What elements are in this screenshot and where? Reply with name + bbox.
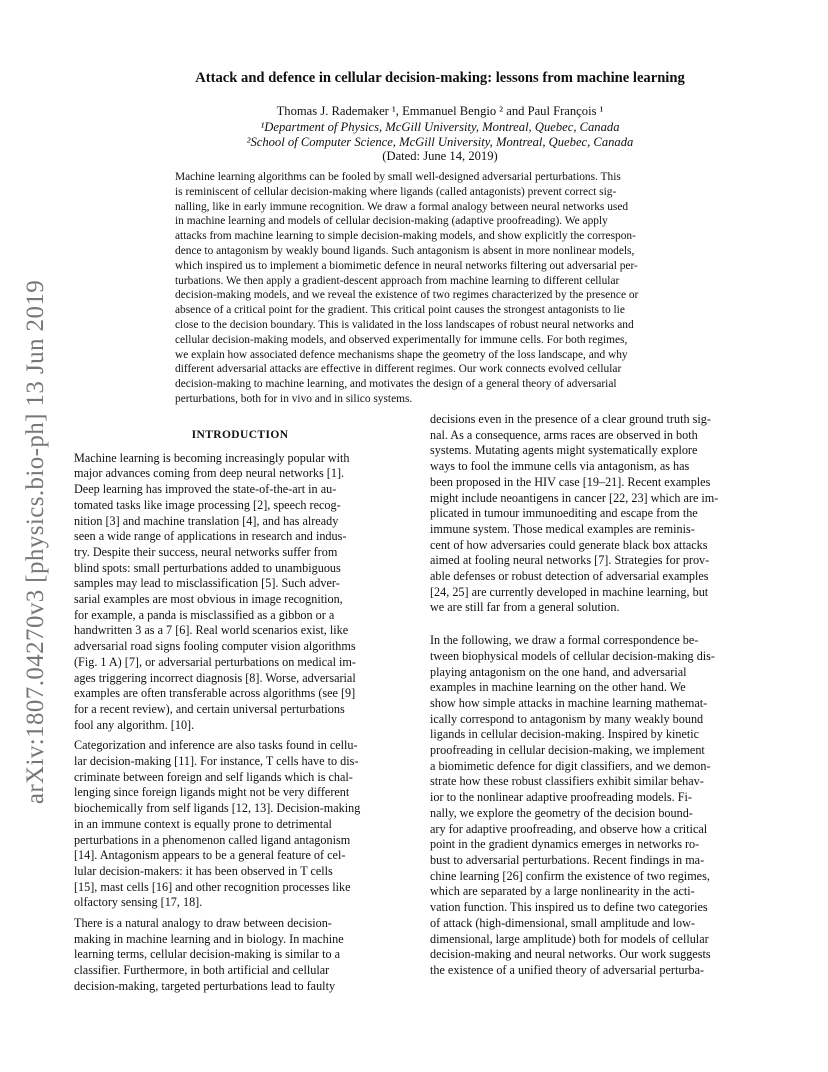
paragraph: [74, 451, 406, 734]
abstract-line: cellular decision-making models, and observed experimentally for immune cells. For both regimes,: [175, 333, 628, 346]
text-line: major advances coming from deep neural networks [1].: [74, 466, 345, 481]
text-line: strate how these robust classifiers exhibit similar behav-: [430, 774, 704, 789]
text-line: [15], mast cells [16] and other recognition processes like: [74, 879, 351, 894]
text-line: systems. Mutating agents might systematically explore: [430, 443, 698, 458]
text-line: perturbations in a phenomenon called ligand antagonism: [74, 832, 351, 847]
abstract-line: we explain how associated defence mechanisms shape the geometry of the loss landscape, and why: [175, 348, 628, 361]
text-line: lenging since foreign ligands might not be very different: [74, 785, 350, 800]
text-line: a biomimetic defence for digit classifiers, and we demon-: [430, 758, 711, 773]
text-line: in an immune context is equally prone to detrimental: [74, 816, 332, 831]
arxiv-sidebar-stamp: [14, 262, 58, 822]
text-line: decision-making, targeted perturbations lead to faulty: [74, 978, 336, 993]
text-line: lular decision-makers: it has been observed in T cells: [74, 863, 333, 878]
affiliation-1: ¹Department of Physics, McGill University, Montreal, Quebec, Canada: [260, 120, 620, 134]
text-line: try. Despite their success, neural networks suffer from: [74, 544, 338, 559]
text-line: decision-making and neural networks. Our work suggests: [430, 947, 711, 962]
right-column: [430, 412, 762, 979]
text-line: classifier. Furthermore, in both artificial and cellular: [74, 963, 330, 978]
text-line: proofreading in cellular decision-making, we implement: [430, 743, 705, 758]
abstract-line: which inspired us to implement a biomimetic defence in neural networks filtering out adversarial per-: [175, 259, 638, 272]
text-line: nal. As a consequence, arms races are observed in both: [430, 427, 698, 442]
section-heading-introduction: INTRODUCTION: [191, 429, 289, 441]
text-line: decisions even in the presence of a clear ground truth sig-: [430, 412, 711, 426]
text-line: vation function. This inspired us to define two categories: [430, 900, 708, 915]
text-line: samples may lead to misclassification [5]. Such adver-: [74, 576, 340, 591]
text-line: ically correspond to antagonism by many weakly bound: [430, 711, 704, 726]
text-line: criminate between foreign and self ligands which is chal-: [74, 769, 353, 784]
paragraph: [430, 412, 762, 616]
text-line: tween biophysical models of cellular decision-making dis-: [430, 648, 715, 663]
text-line: immune system. Those medical examples are reminis-: [430, 521, 695, 536]
text-line: biochemically from self ligands [12, 13]. Decision-making: [74, 801, 361, 816]
abstract: [175, 170, 687, 407]
text-line: nally, we explore the geometry of the decision bound-: [430, 805, 693, 820]
text-line: able defenses or robust detection of adversarial examples: [430, 569, 709, 584]
text-line: [24, 25] are currently developed in machine learning, but: [430, 584, 709, 599]
text-line: fool any algorithm. [10].: [74, 717, 195, 732]
abstract-line: decision-making to machine learning, and motivates the design of a general theory of adversarial: [175, 378, 617, 391]
abstract-line: absence of a critical point for the gradient. This critical point causes the strongest antagonists to lie: [175, 304, 625, 317]
abstract-line: turbations. We then apply a gradient-descent approach from machine learning to different cellular: [175, 274, 620, 287]
left-column: [74, 428, 406, 995]
text-line: learning terms, cellular decision-making is similar to a: [74, 947, 341, 962]
text-line: chine learning [26] confirm the existence of two regimes,: [430, 868, 710, 883]
abstract-line: close to the decision boundary. This is validated in the loss landscapes of robust neural networks and: [175, 318, 634, 331]
text-line: ways to fool the immune cells via antagonism, as has: [430, 459, 690, 474]
text-line: of attack (high-dimensional, small amplitude and low-: [430, 915, 696, 930]
text-line: examples in machine learning on the other hand. We: [430, 680, 686, 695]
abstract-line: attacks from machine learning to simple decision-making models, and show explicitly the correspon-: [175, 230, 636, 243]
text-line: tomated tasks like image processing [2], speech recog-: [74, 497, 341, 512]
text-line: sarial examples are most obvious in image recognition,: [74, 592, 343, 607]
paragraph: [74, 916, 406, 995]
text-line: show how simple attacks in machine learning mathemat-: [430, 695, 708, 710]
text-line: aimed at fooling neural networks [7]. Strategies for prov-: [430, 553, 710, 568]
paragraph: [430, 633, 762, 978]
text-line: ior to the nonlinear adaptive proofreading models. Fi-: [430, 790, 692, 805]
text-line: which are separated by a large nonlinearity in the acti-: [430, 884, 695, 899]
text-line: bust to adversarial perturbations. Recent findings in ma-: [430, 852, 705, 867]
text-line: making in machine learning and in biology. In machine: [74, 931, 344, 946]
text-line: blind spots: small perturbations added to unambiguous: [74, 560, 341, 575]
text-line: In the following, we draw a formal correspondence be-: [430, 633, 699, 648]
abstract-line: in machine learning and models of cellular decision-making (adaptive proofreading). We apply: [175, 215, 608, 228]
text-line: dimensional, large amplitude) both for models of cellular: [430, 931, 709, 946]
text-line: adversarial road signs fooling computer vision algorithms: [74, 639, 356, 654]
text-line: lar decision-making [11]. For instance, T cells have to dis-: [74, 754, 359, 769]
paragraph: [74, 738, 406, 911]
text-line: Machine learning is becoming increasingly popular with: [74, 450, 350, 465]
text-line: ary for adaptive proofreading, and observe how a critical: [430, 821, 708, 836]
text-line: Categorization and inference are also tasks found in cellu-: [74, 738, 358, 753]
text-line: for example, a panda is misclassified as a gibbon or a: [74, 607, 335, 622]
abstract-line: nalling, like in early immune recognition. We draw a formal analogy between neural networks used: [175, 200, 629, 213]
abstract-line: decision-making models, and we reveal the existence of two regimes characterized by the presence or: [175, 289, 639, 302]
text-line: been proposed in the HIV case [19–21]. Recent examples: [430, 474, 711, 489]
paper-title: Attack and defence in cellular decision-making: lessons from machine learning: [195, 70, 685, 86]
text-line: cent of how adversaries could generate black box attacks: [430, 537, 708, 552]
text-line: point in the gradient dynamics emerges in networks ro-: [430, 837, 700, 852]
text-line: seen a wide range of applications in research and indus-: [74, 529, 347, 544]
text-line: might include neoantigens in cancer [22, 23] which are im-: [430, 490, 719, 505]
text-line: playing antagonism on the one hand, and adversarial: [430, 664, 687, 679]
text-line: olfactory sensing [17, 18].: [74, 895, 203, 910]
text-line: plicated in tumour immunoediting and escape from the: [430, 506, 698, 521]
text-line: handwritten 3 as a 7 [6]. Real world scenarios exist, like: [74, 623, 349, 638]
abstract-line: dence to antagonism by weakly bound ligands. Such antagonism is absent in more nonlinear models,: [175, 244, 635, 257]
paper-date: (Dated: June 14, 2019): [382, 149, 498, 163]
arxiv-identifier: arXiv:1807.04270v3 [physics.bio-ph] 13 Jun 2019: [22, 279, 49, 805]
text-line: ages triggering incorrect diagnosis [8]. Worse, adversarial: [74, 670, 356, 685]
text-line: There is a natural analogy to draw between decision-: [74, 916, 332, 931]
text-line: examples are often transferable across algorithms (see [9]: [74, 686, 356, 701]
abstract-line: perturbations, both for in vivo and in silico systems.: [175, 392, 413, 405]
text-line: for a recent review), and certain universal perturbations: [74, 701, 345, 716]
text-line: (Fig. 1 A) [7], or adversarial perturbations on medical im-: [74, 654, 356, 669]
text-line: [14]. Antagonism appears to be a general feature of cel-: [74, 848, 346, 863]
text-line: ligands in cellular decision-making. Inspired by kinetic: [430, 727, 700, 742]
text-line: we are still far from a general solution.: [430, 600, 620, 615]
abstract-line: different adversarial attacks are effective in different regimes. Our work connects evolved cellular: [175, 363, 622, 376]
author-list: Thomas J. Rademaker ¹, Emmanuel Bengio ² and Paul François ¹: [276, 104, 604, 118]
affiliation-2: ²School of Computer Science, McGill University, Montreal, Quebec, Canada: [246, 135, 634, 149]
abstract-line: is reminiscent of cellular decision-making where ligands (called antagonists) prevent correct sig-: [175, 185, 617, 198]
text-line: Deep learning has improved the state-of-the-art in au-: [74, 482, 337, 497]
text-line: nition [3] and machine translation [4], and has already: [74, 513, 339, 528]
abstract-line: Machine learning algorithms can be fooled by small well-designed adversarial perturbations. This: [175, 171, 621, 183]
text-line: the existence of a unified theory of adversarial perturba-: [430, 962, 705, 977]
